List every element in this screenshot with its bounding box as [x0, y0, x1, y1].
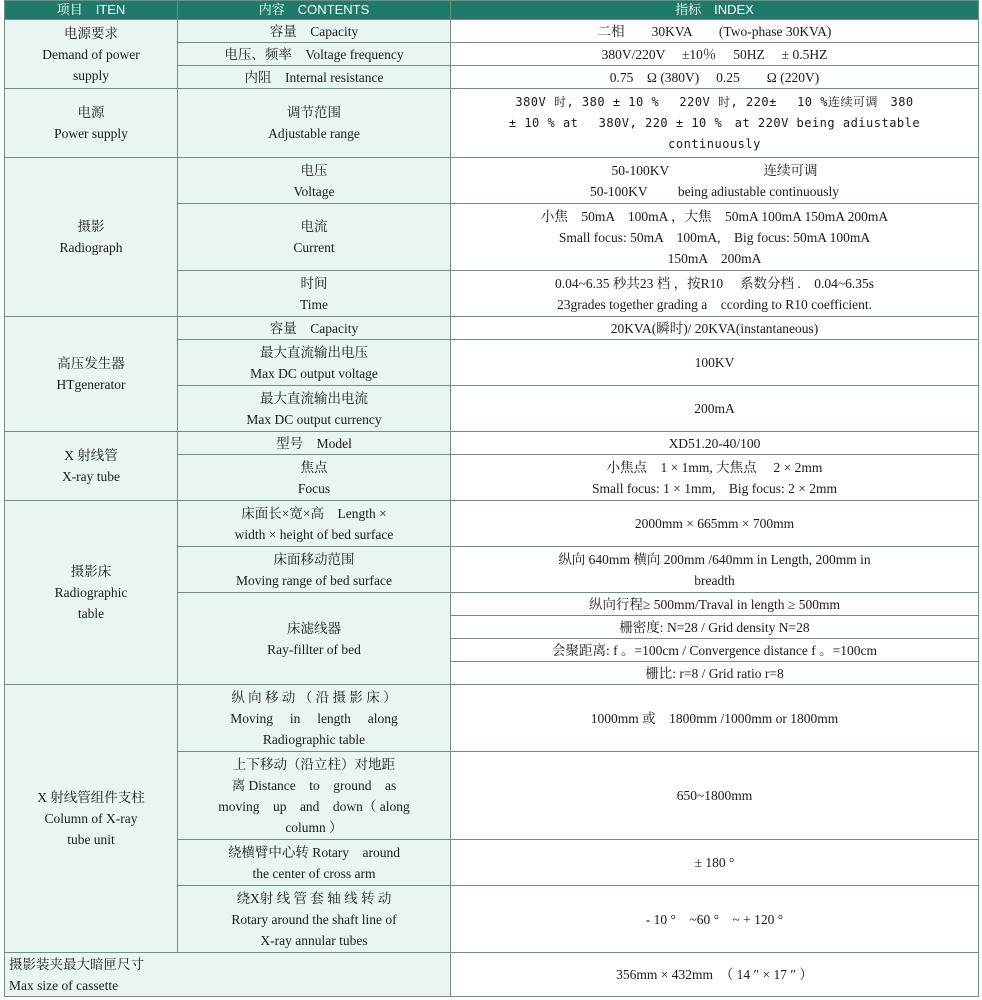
value-travel-length: 纵向行程≥ 500mm/Traval in length ≥ 500mm	[451, 593, 979, 616]
value-ht-capacity: 20KVA(瞬时)/ 20KVA(instantaneous)	[451, 317, 979, 340]
value-convergence-distance: 会聚距离: f 。=100cm / Convergence distance f 。=100cm	[451, 639, 979, 662]
item-cassette-size: 摄影装夹最大暗匣尺寸 Max size of cassette	[5, 953, 451, 997]
header-content: 内容 CONTENTS	[178, 1, 451, 20]
value-bed-moving-range: 纵向 640mm 横向 200mm /640mm in Length, 200mm in breadth	[451, 547, 979, 593]
category-column: X 射线管组件支柱 Column of X-ray tube unit	[5, 685, 178, 953]
item-rotary-cross-arm: 绕横臂中心转 Rotary around the center of cross arm	[178, 840, 451, 886]
item-ht-capacity: 容量 Capacity	[178, 317, 451, 340]
value-rotary-cross-arm: ± 180 °	[451, 840, 979, 886]
category-radiograph: 摄影 Radiograph	[5, 158, 178, 317]
header-index: 指标 INDEX	[451, 1, 979, 20]
item-focus: 焦点 Focus	[178, 455, 451, 501]
item-model: 型号 Model	[178, 432, 451, 455]
value-adjustable-range: 380V 时, 380 ± 10 % 220V 时, 220± 10 %连续可调 380 ± 10 % at 380V, 220 ± 10 % at 220V being adiustable continuously	[451, 89, 979, 158]
value-internal-resistance: 0.75 Ω (380V) 0.25 Ω (220V)	[451, 66, 979, 89]
header-row	[5, 1, 979, 20]
value-longitudinal-move: 1000mm 或 1800mm /1000mm or 1800mm	[451, 685, 979, 752]
table-row	[5, 158, 979, 204]
item-bed-filter: 床滤线器 Ray-fillter of bed	[178, 593, 451, 685]
header-item: 项目 ITEN	[5, 1, 178, 20]
spec-table	[4, 0, 979, 997]
item-capacity: 容量 Capacity	[178, 20, 451, 43]
item-current: 电流 Current	[178, 204, 451, 271]
value-current: 小焦 50mA 100mA ，大焦 50mA 100mA 150mA 200mA Small focus: 50mA 100mA, Big focus: 50mA 100mA 150mA 200mA	[451, 204, 979, 271]
item-voltage: 电压 Voltage	[178, 158, 451, 204]
table-row	[5, 432, 979, 455]
value-focus: 小焦点 1 × 1mm, 大焦点 2 × 2mm Small focus: 1 × 1mm, Big focus: 2 × 2mm	[451, 455, 979, 501]
table-row	[5, 685, 979, 752]
item-adjustable-range: 调节范围 Adjustable range	[178, 89, 451, 158]
value-vertical-move: 650~1800mm	[451, 752, 979, 840]
category-xray-tube: X 射线管 X-ray tube	[5, 432, 178, 501]
item-voltage-frequency: 电压、频率 Voltage frequency	[178, 43, 451, 66]
item-time: 时间 Time	[178, 271, 451, 317]
category-ht-generator: 高压发生器 HTgenerator	[5, 317, 178, 432]
table-row	[5, 317, 979, 340]
item-rotary-shaft: 绕X射 线 管 套 轴 线 转 动 Rotary around the shaft line of X-ray annular tubes	[178, 886, 451, 953]
value-voltage: 50-100KV 连续可调 50-100KV being adiustable continuously	[451, 158, 979, 204]
value-model: XD51.20-40/100	[451, 432, 979, 455]
item-vertical-move: 上下移动（沿立柱）对地距 离 Distance to ground as moving up and down（ along column ）	[178, 752, 451, 840]
table-row	[5, 501, 979, 547]
value-rotary-shaft: - 10 ° ~60 ° ~ + 120 °	[451, 886, 979, 953]
table-row	[5, 89, 979, 158]
item-bed-moving-range: 床面移动范围 Moving range of bed surface	[178, 547, 451, 593]
category-power-supply: 电源 Power supply	[5, 89, 178, 158]
table-row	[5, 953, 979, 997]
category-power-demand: 电源要求 Demand of power supply	[5, 20, 178, 89]
category-radiographic-table: 摄影床 Radiographic table	[5, 501, 178, 685]
item-bed-size: 床面长×宽×高 Length × width × height of bed surface	[178, 501, 451, 547]
value-voltage-frequency: 380V/220V ±10％ 50HZ ± 0.5HZ	[451, 43, 979, 66]
item-max-dc-voltage: 最大直流输出电压 Max DC output voltage	[178, 340, 451, 386]
value-cassette-size: 356mm × 432mm （ 14 ″ × 17 ″ ）	[451, 953, 979, 997]
value-grid-ratio: 栅比: r=8 / Grid ratio r=8	[451, 662, 979, 685]
value-max-dc-voltage: 100KV	[451, 340, 979, 386]
value-max-dc-current: 200mA	[451, 386, 979, 432]
value-capacity: 二相 30KVA (Two-phase 30KVA)	[451, 20, 979, 43]
item-max-dc-current: 最大直流输出电流 Max DC output currency	[178, 386, 451, 432]
value-grid-density: 栅密度: N=28 / Grid density N=28	[451, 616, 979, 639]
item-internal-resistance: 内阻 Internal resistance	[178, 66, 451, 89]
value-time: 0.04~6.35 秒共23 档 ，按R10 系数分档 . 0.04~6.35s 23grades together grading a ccording to R10 coefficient.	[451, 271, 979, 317]
value-bed-size: 2000mm × 665mm × 700mm	[451, 501, 979, 547]
table-row	[5, 20, 979, 43]
item-longitudinal-move: 纵 向 移 动 （ 沿 摄 影 床 ） Moving in length along Radiographic table	[178, 685, 451, 752]
